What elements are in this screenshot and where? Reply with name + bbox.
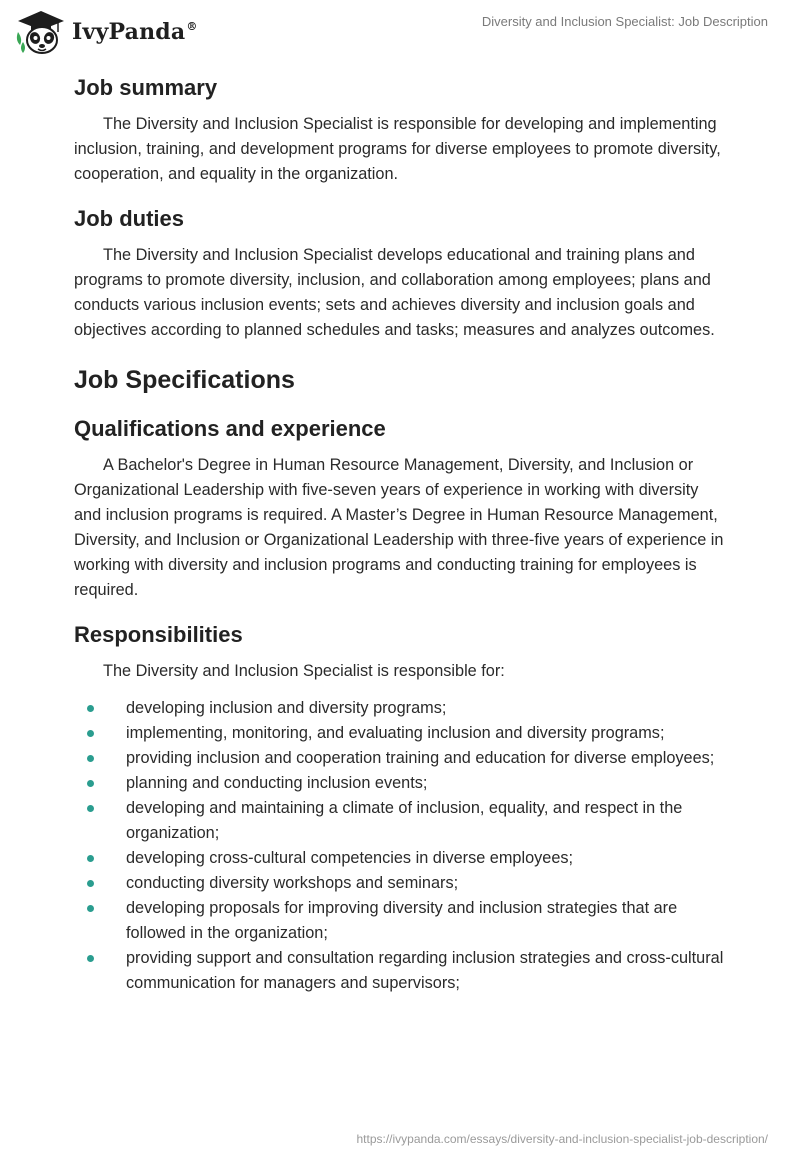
bullet-icon xyxy=(87,905,94,912)
list-item: providing support and consultation regarding inclusion strategies and cross-cultural communication for managers and supervisors; xyxy=(74,946,724,996)
list-item: developing proposals for improving diversity and inclusion strategies that are followed in the organization; xyxy=(74,896,724,946)
list-item: developing and maintaining a climate of inclusion, equality, and respect in the organization; xyxy=(74,796,724,846)
bullet-icon xyxy=(87,955,94,962)
list-item: developing inclusion and diversity programs; xyxy=(74,696,724,721)
panda-graduate-icon xyxy=(14,8,66,56)
list-item: implementing, monitoring, and evaluating inclusion and diversity programs; xyxy=(74,721,724,746)
bullet-icon xyxy=(87,780,94,787)
document-title: Diversity and Inclusion Specialist: Job Description xyxy=(481,14,768,29)
article-body xyxy=(74,70,724,996)
responsibilities-list xyxy=(74,696,724,996)
brand-name: IvyPanda® xyxy=(72,19,198,45)
qualifications-text: A Bachelor's Degree in Human Resource Management, Diversity, and Inclusion or Organizational Leadership with five-seven years of experience in working with diversity and inclusion programs is required. A Master’s Degree in Human Resource Management, Diversity, and Inclusion or Organizational Leadership with three-five years of experience in working with diversity and inclusion programs and conducting training for employees is required. xyxy=(74,456,724,599)
page-header xyxy=(0,0,800,64)
source-url-link[interactable]: https://ivypanda.com/essays/diversity-and-inclusion-specialist-job-description/ xyxy=(356,1132,768,1146)
job-summary-heading: Job summary xyxy=(74,75,218,100)
bullet-icon xyxy=(87,855,94,862)
ivypanda-logo[interactable] xyxy=(14,8,198,56)
bullet-icon xyxy=(87,705,94,712)
responsibilities-intro: The Diversity and Inclusion Specialist is responsible for: xyxy=(103,662,505,680)
bullet-icon xyxy=(87,755,94,762)
job-duties-heading: Job duties xyxy=(74,206,185,231)
list-item: conducting diversity workshops and seminars; xyxy=(74,871,724,896)
responsibilities-heading: Responsibilities xyxy=(74,622,243,647)
qualifications-heading: Qualifications and experience xyxy=(74,416,386,441)
list-item: providing inclusion and cooperation training and education for diverse employees; xyxy=(74,746,724,771)
bullet-icon xyxy=(87,730,94,737)
list-item: planning and conducting inclusion events; xyxy=(74,771,724,796)
list-item: developing cross-cultural competencies in diverse employees; xyxy=(74,846,724,871)
job-duties-text: The Diversity and Inclusion Specialist develops educational and training plans and programs to promote diversity, inclusion, and collaboration among employees; plans and conducts various inclusion events; sets and achieves diversity and inclusion goals and objectives according to planned schedules and tasks; measures and analyzes outcomes. xyxy=(74,246,715,339)
bullet-icon xyxy=(87,880,94,887)
job-specifications-heading: Job Specifications xyxy=(74,366,295,394)
bullet-icon xyxy=(87,805,94,812)
job-summary-text: The Diversity and Inclusion Specialist is responsible for developing and implementing inclusion, training, and development programs for diverse employees to promote diversity, cooperation, and equality in the organization. xyxy=(74,115,721,183)
registered-mark: ® xyxy=(186,20,198,33)
